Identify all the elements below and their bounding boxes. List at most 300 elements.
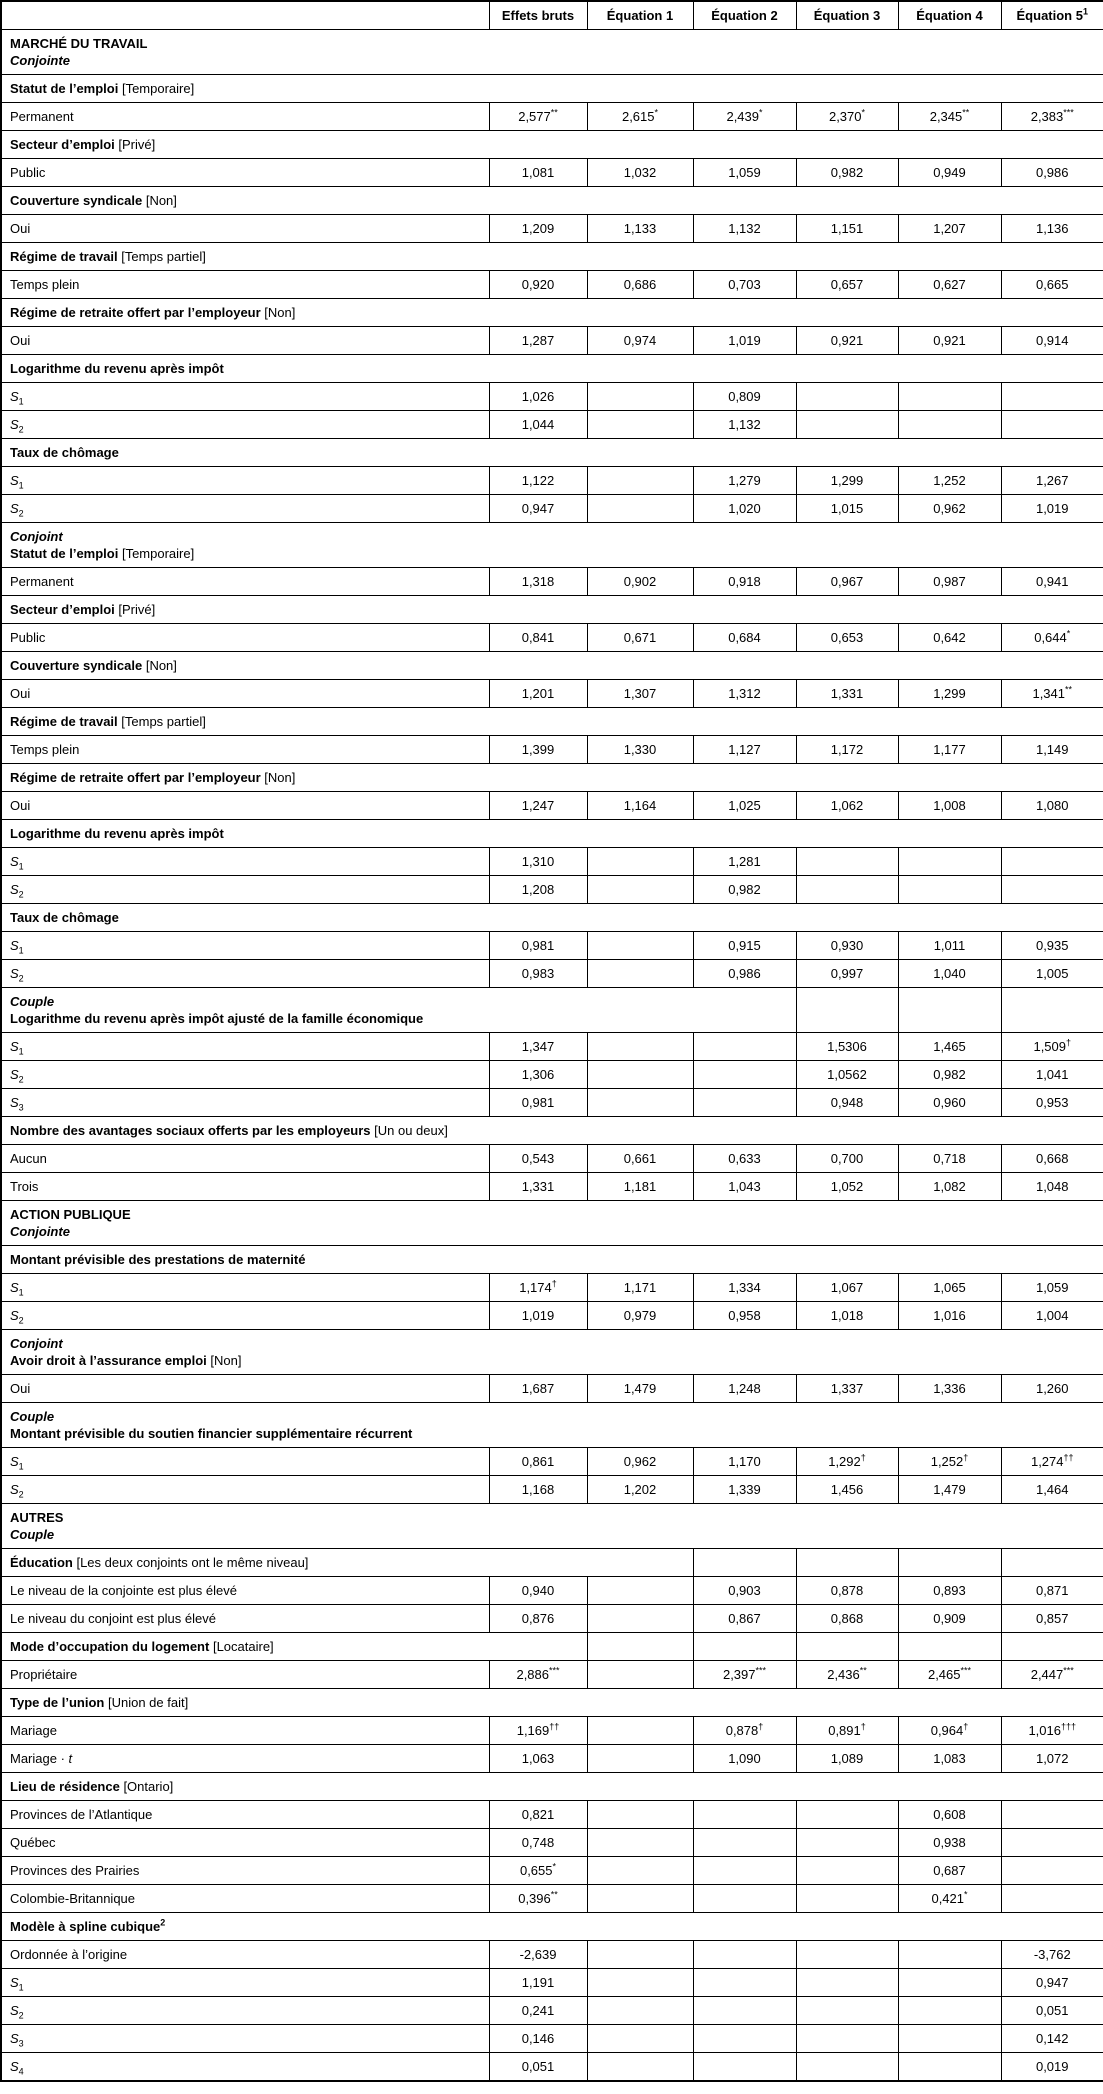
table-row (1, 736, 1103, 764)
row-label: $S_2$ (1, 1476, 489, 1504)
table-row (1, 1173, 1103, 1201)
cell-value (693, 1885, 796, 1913)
reference-category: [Ontario] (123, 1779, 174, 1794)
table-row (1, 1745, 1103, 1773)
reference-category: [Temporaire] (121, 81, 195, 96)
table-row (1, 1089, 1103, 1117)
section-line: AUTRES (10, 1510, 64, 1525)
cell-value (693, 1061, 796, 1089)
cell-value (796, 2053, 898, 2082)
section-line: Couple (10, 1527, 55, 1542)
empty-cell (796, 1633, 898, 1661)
cell-value (587, 467, 693, 495)
cell-value: 1,004 (1001, 1302, 1103, 1330)
cell-value: 0,867 (693, 1605, 796, 1633)
corner-cell (1, 1, 489, 30)
section-header-row (1, 1330, 1103, 1375)
table-row (1, 1885, 1103, 1913)
cell-value: 1,479 (587, 1375, 693, 1403)
cell-value: 0,953 (1001, 1089, 1103, 1117)
cell-value: 0,962 (898, 495, 1001, 523)
row-label: $S_2$ (1, 1997, 489, 2025)
cell-value: 0,703 (693, 271, 796, 299)
table-row (1, 383, 1103, 411)
variable-header-row (1, 299, 1103, 327)
cell-value (796, 1829, 898, 1857)
section-header-label (1, 1504, 1103, 1549)
cell-value: 1,248 (693, 1375, 796, 1403)
row-label: Ordonnée à l’origine (1, 1941, 489, 1969)
cell-value (898, 1997, 1001, 2025)
cell-value: 0,642 (898, 624, 1001, 652)
cell-value: 1,330 (587, 736, 693, 764)
column-header-1: Effets bruts (489, 1, 587, 30)
cell-value: 0,857 (1001, 1605, 1103, 1633)
cell-value: 1,341** (1001, 680, 1103, 708)
row-label: Mariage (1, 1717, 489, 1745)
table-row (1, 876, 1103, 904)
variable-header-label: Secteur d’emploi [Privé] (1, 131, 1103, 159)
empty-cell (693, 1633, 796, 1661)
cell-value: 1,181 (587, 1173, 693, 1201)
table-row (1, 1997, 1103, 2025)
reference-category: [Privé] (118, 602, 156, 617)
section-line: Couple (10, 994, 55, 1009)
reference-category: [Non] (264, 770, 296, 785)
cell-value: 1,062 (796, 792, 898, 820)
cell-value: 1,151 (796, 215, 898, 243)
cell-value (587, 1829, 693, 1857)
variable-header-label: Lieu de résidence [Ontario] (1, 1773, 1103, 1801)
cell-value: 1,081 (489, 159, 587, 187)
cell-value: 0,964† (898, 1717, 1001, 1745)
cell-value: 0,019 (1001, 2053, 1103, 2082)
section-line: Avoir droit à l’assurance emploi [Non] (10, 1353, 242, 1368)
variable-header-row (1, 1913, 1103, 1941)
table-row (1, 1375, 1103, 1403)
table-row (1, 848, 1103, 876)
cell-value (796, 411, 898, 439)
cell-value: 1,252 (898, 467, 1001, 495)
table-row (1, 467, 1103, 495)
row-label: Oui (1, 215, 489, 243)
cell-value (898, 2025, 1001, 2053)
cell-value (587, 1997, 693, 2025)
cell-value (587, 1661, 693, 1689)
cell-value (693, 1969, 796, 1997)
cell-value (898, 876, 1001, 904)
variable-header-row (1, 1689, 1103, 1717)
table-row (1, 103, 1103, 131)
variable-header-row (1, 355, 1103, 383)
empty-cell (1001, 1549, 1103, 1577)
cell-value: 1,399 (489, 736, 587, 764)
cell-value: 2,370* (796, 103, 898, 131)
variable-header-row (1, 1549, 1103, 1577)
cell-value (1001, 1829, 1103, 1857)
cell-value: 1,331 (796, 680, 898, 708)
cell-value: 1,177 (898, 736, 1001, 764)
row-label: $S_1$ (1, 848, 489, 876)
row-label: Provinces de l’Atlantique (1, 1801, 489, 1829)
cell-value: 1,5306 (796, 1033, 898, 1061)
cell-value: 1,171 (587, 1274, 693, 1302)
variable-header-label: Régime de retraite offert par l’employeur [Non] (1, 764, 1103, 792)
cell-value: 1,133 (587, 215, 693, 243)
cell-value: 1,149 (1001, 736, 1103, 764)
row-label: $S_1$ (1, 932, 489, 960)
cell-value: 0,421* (898, 1885, 1001, 1913)
variable-header-label: Secteur d’emploi [Privé] (1, 596, 1103, 624)
section-header-label (1, 1330, 1103, 1375)
section-header-row (1, 988, 1103, 1033)
reference-category: [Locataire] (212, 1639, 274, 1654)
cell-value: 1,312 (693, 680, 796, 708)
cell-value (587, 411, 693, 439)
cell-value: 0,841 (489, 624, 587, 652)
cell-value: 1,083 (898, 1745, 1001, 1773)
cell-value: 0,700 (796, 1145, 898, 1173)
cell-value: 1,509† (1001, 1033, 1103, 1061)
reference-category: [Les deux conjoints ont le même niveau] (76, 1555, 309, 1570)
row-label: Aucun (1, 1145, 489, 1173)
cell-value: 0,655* (489, 1857, 587, 1885)
cell-value: 0,997 (796, 960, 898, 988)
cell-value: 0,653 (796, 624, 898, 652)
cell-value: 0,930 (796, 932, 898, 960)
cell-value (587, 1941, 693, 1969)
cell-value: 1,059 (693, 159, 796, 187)
cell-value: 1,016††† (1001, 1717, 1103, 1745)
row-label: Le niveau du conjoint est plus élevé (1, 1605, 489, 1633)
variable-header-label: Statut de l’emploi [Temporaire] (1, 75, 1103, 103)
cell-value (587, 1969, 693, 1997)
cell-value: 0,644* (1001, 624, 1103, 652)
cell-value: 0,809 (693, 383, 796, 411)
reference-category: [Temps partiel] (121, 249, 206, 264)
section-header-label (1, 523, 1103, 568)
row-label: $S_4$ (1, 2053, 489, 2082)
variable-header-row (1, 75, 1103, 103)
section-line: Conjoint (10, 1336, 63, 1351)
cell-value: 2,439* (693, 103, 796, 131)
column-header-2: Équation 1 (587, 1, 693, 30)
section-line: MARCHÉ DU TRAVAIL (10, 36, 148, 51)
section-header-row (1, 30, 1103, 75)
table-row (1, 1145, 1103, 1173)
cell-value (796, 1885, 898, 1913)
cell-value: 2,615* (587, 103, 693, 131)
cell-value: 1,011 (898, 932, 1001, 960)
cell-value (1001, 383, 1103, 411)
column-header-row (1, 1, 1103, 30)
variable-header-row (1, 1633, 1103, 1661)
row-label: Public (1, 624, 489, 652)
row-label: Public (1, 159, 489, 187)
cell-value (587, 2053, 693, 2082)
reference-category: [Non] (264, 305, 296, 320)
cell-value: 1,208 (489, 876, 587, 904)
section-line: Couple (10, 1409, 55, 1424)
cell-value: 0,941 (1001, 568, 1103, 596)
cell-value: 0,665 (1001, 271, 1103, 299)
row-label: $S_3$ (1, 2025, 489, 2053)
section-header-row (1, 1403, 1103, 1448)
reference-category: [Non] (210, 1353, 242, 1368)
table-row (1, 1801, 1103, 1829)
cell-value (1001, 876, 1103, 904)
cell-value: 1,005 (1001, 960, 1103, 988)
cell-value (587, 848, 693, 876)
variable-header-row (1, 1773, 1103, 1801)
table-row (1, 1717, 1103, 1745)
variable-header-row (1, 904, 1103, 932)
cell-value: 1,059 (1001, 1274, 1103, 1302)
cell-value: 0,915 (693, 932, 796, 960)
column-header-3: Équation 2 (693, 1, 796, 30)
variable-header-label: Couverture syndicale [Non] (1, 187, 1103, 215)
cell-value: 0,949 (898, 159, 1001, 187)
cell-value: 0,909 (898, 1605, 1001, 1633)
cell-value: 1,247 (489, 792, 587, 820)
cell-value: 0,668 (1001, 1145, 1103, 1173)
cell-value: 1,080 (1001, 792, 1103, 820)
section-header-row (1, 1504, 1103, 1549)
cell-value (693, 1801, 796, 1829)
table-row (1, 1033, 1103, 1061)
row-label: $S_2$ (1, 960, 489, 988)
table-row (1, 1857, 1103, 1885)
empty-cell (1001, 1633, 1103, 1661)
empty-cell (693, 1549, 796, 1577)
cell-value: 0,396** (489, 1885, 587, 1913)
variable-header-row (1, 243, 1103, 271)
table-row (1, 215, 1103, 243)
variable-header-row (1, 131, 1103, 159)
column-header-5: Équation 4 (898, 1, 1001, 30)
table-row (1, 624, 1103, 652)
table-row (1, 1941, 1103, 1969)
row-label: Le niveau de la conjointe est plus élevé (1, 1577, 489, 1605)
cell-value: 1,331 (489, 1173, 587, 1201)
cell-value (587, 1089, 693, 1117)
cell-value (898, 2053, 1001, 2082)
cell-value: 1,016 (898, 1302, 1001, 1330)
cell-value: 1,043 (693, 1173, 796, 1201)
row-label: Oui (1, 1375, 489, 1403)
reference-category: [Union de fait] (107, 1695, 189, 1710)
row-label: $S_1$ (1, 1033, 489, 1061)
cell-value (796, 848, 898, 876)
cell-value: 0,687 (898, 1857, 1001, 1885)
cell-value: 1,048 (1001, 1173, 1103, 1201)
cell-value: 1,299 (898, 680, 1001, 708)
cell-value: 2,447*** (1001, 1661, 1103, 1689)
cell-value (587, 960, 693, 988)
variable-header-row (1, 596, 1103, 624)
empty-cell (898, 1549, 1001, 1577)
cell-value: 1,168 (489, 1476, 587, 1504)
cell-value: 0,891† (796, 1717, 898, 1745)
cell-value (1001, 1857, 1103, 1885)
cell-value: 0,958 (693, 1302, 796, 1330)
cell-value: 0,876 (489, 1605, 587, 1633)
cell-value: 1,339 (693, 1476, 796, 1504)
reference-category: [Temporaire] (121, 546, 195, 561)
cell-value: 1,041 (1001, 1061, 1103, 1089)
cell-value (587, 876, 693, 904)
variable-header-label: Régime de retraite offert par l’employeur [Non] (1, 299, 1103, 327)
row-label: Oui (1, 680, 489, 708)
cell-value: 1,132 (693, 411, 796, 439)
cell-value: 0,893 (898, 1577, 1001, 1605)
cell-value: 2,436** (796, 1661, 898, 1689)
row-label: $S_1$ (1, 1274, 489, 1302)
cell-value: 1,067 (796, 1274, 898, 1302)
row-label: $S_1$ (1, 1969, 489, 1997)
cell-value: 0,948 (796, 1089, 898, 1117)
cell-value: 0,982 (898, 1061, 1001, 1089)
cell-value (898, 383, 1001, 411)
table-row (1, 1061, 1103, 1089)
cell-value: 1,252† (898, 1448, 1001, 1476)
cell-value (1001, 1885, 1103, 1913)
table-row (1, 2053, 1103, 2082)
cell-value: 1,209 (489, 215, 587, 243)
row-label: Québec (1, 1829, 489, 1857)
cell-value (693, 1941, 796, 1969)
table-row (1, 411, 1103, 439)
table-row (1, 1829, 1103, 1857)
cell-value: 1,279 (693, 467, 796, 495)
cell-value (693, 1829, 796, 1857)
cell-value: 1,132 (693, 215, 796, 243)
cell-value (587, 1577, 693, 1605)
variable-header-label: Type de l’union [Union de fait] (1, 1689, 1103, 1717)
cell-value (693, 1997, 796, 2025)
row-label: Permanent (1, 568, 489, 596)
cell-value: 1,089 (796, 1745, 898, 1773)
cell-value (587, 1745, 693, 1773)
row-label: Temps plein (1, 271, 489, 299)
cell-value: 0,686 (587, 271, 693, 299)
table-row (1, 271, 1103, 299)
cell-value (587, 1061, 693, 1089)
cell-value: 1,044 (489, 411, 587, 439)
cell-value: 1,040 (898, 960, 1001, 988)
cell-value (587, 1033, 693, 1061)
table-row (1, 327, 1103, 355)
cell-value (898, 1941, 1001, 1969)
cell-value: 0,878 (796, 1577, 898, 1605)
cell-value: 0,902 (587, 568, 693, 596)
cell-value: 1,310 (489, 848, 587, 876)
cell-value: 1,019 (693, 327, 796, 355)
cell-value (587, 1885, 693, 1913)
cell-value: 0,938 (898, 1829, 1001, 1857)
cell-value (796, 1997, 898, 2025)
cell-value: 0,878† (693, 1717, 796, 1745)
table-row (1, 1302, 1103, 1330)
cell-value: 1,207 (898, 215, 1001, 243)
cell-value: 1,464 (1001, 1476, 1103, 1504)
cell-value: 1,306 (489, 1061, 587, 1089)
cell-value: 0,608 (898, 1801, 1001, 1829)
section-line: Logarithme du revenu après impôt ajusté de la famille économique (10, 1011, 424, 1026)
cell-value: 1,164 (587, 792, 693, 820)
variable-header-row (1, 439, 1103, 467)
section-header-label (1, 30, 1103, 75)
cell-value: 1,0562 (796, 1061, 898, 1089)
cell-value: 0,921 (796, 327, 898, 355)
cell-value: 0,982 (796, 159, 898, 187)
cell-value: 0,718 (898, 1145, 1001, 1173)
section-header-label (1, 988, 796, 1033)
cell-value: 0,986 (1001, 159, 1103, 187)
cell-value: 0,947 (1001, 1969, 1103, 1997)
row-label: Temps plein (1, 736, 489, 764)
cell-value: 1,025 (693, 792, 796, 820)
cell-value: -3,762 (1001, 1941, 1103, 1969)
reference-category: [Non] (145, 658, 177, 673)
variable-header-row (1, 1246, 1103, 1274)
cell-value: 2,465*** (898, 1661, 1001, 1689)
cell-value: 0,821 (489, 1801, 587, 1829)
cell-value: 0,935 (1001, 932, 1103, 960)
table-row (1, 792, 1103, 820)
cell-value (587, 1801, 693, 1829)
variable-header-label: Logarithme du revenu après impôt (1, 355, 1103, 383)
cell-value: 1,063 (489, 1745, 587, 1773)
cell-value: 1,172 (796, 736, 898, 764)
cell-value: 1,026 (489, 383, 587, 411)
cell-value: 0,146 (489, 2025, 587, 2053)
cell-value: 0,974 (587, 327, 693, 355)
row-label: Oui (1, 327, 489, 355)
section-header-row (1, 523, 1103, 568)
reference-category: [Temps partiel] (121, 714, 206, 729)
cell-value (796, 1801, 898, 1829)
cell-value: 0,986 (693, 960, 796, 988)
table-row (1, 1577, 1103, 1605)
table-row (1, 2025, 1103, 2053)
cell-value: 1,202 (587, 1476, 693, 1504)
table-row (1, 1476, 1103, 1504)
variable-header-label: Modèle à spline cubique$^2$ (1, 1913, 1103, 1941)
cell-value: 0,633 (693, 1145, 796, 1173)
variable-header-row (1, 187, 1103, 215)
variable-header-label: Régime de travail [Temps partiel] (1, 243, 1103, 271)
cell-value: 0,684 (693, 624, 796, 652)
row-label: $S_2$ (1, 495, 489, 523)
cell-value (898, 411, 1001, 439)
cell-value: 0,543 (489, 1145, 587, 1173)
cell-value: 0,903 (693, 1577, 796, 1605)
section-header-label (1, 1201, 1103, 1246)
cell-value: 1,174† (489, 1274, 587, 1302)
cell-value (898, 848, 1001, 876)
cell-value (587, 932, 693, 960)
variable-header-label: Régime de travail [Temps partiel] (1, 708, 1103, 736)
cell-value (587, 383, 693, 411)
cell-value: 0,982 (693, 876, 796, 904)
cell-value: 1,015 (796, 495, 898, 523)
cell-value: 0,987 (898, 568, 1001, 596)
variable-header-row (1, 764, 1103, 792)
cell-value: 1,274†† (1001, 1448, 1103, 1476)
cell-value: 1,072 (1001, 1745, 1103, 1773)
row-label: Oui (1, 792, 489, 820)
